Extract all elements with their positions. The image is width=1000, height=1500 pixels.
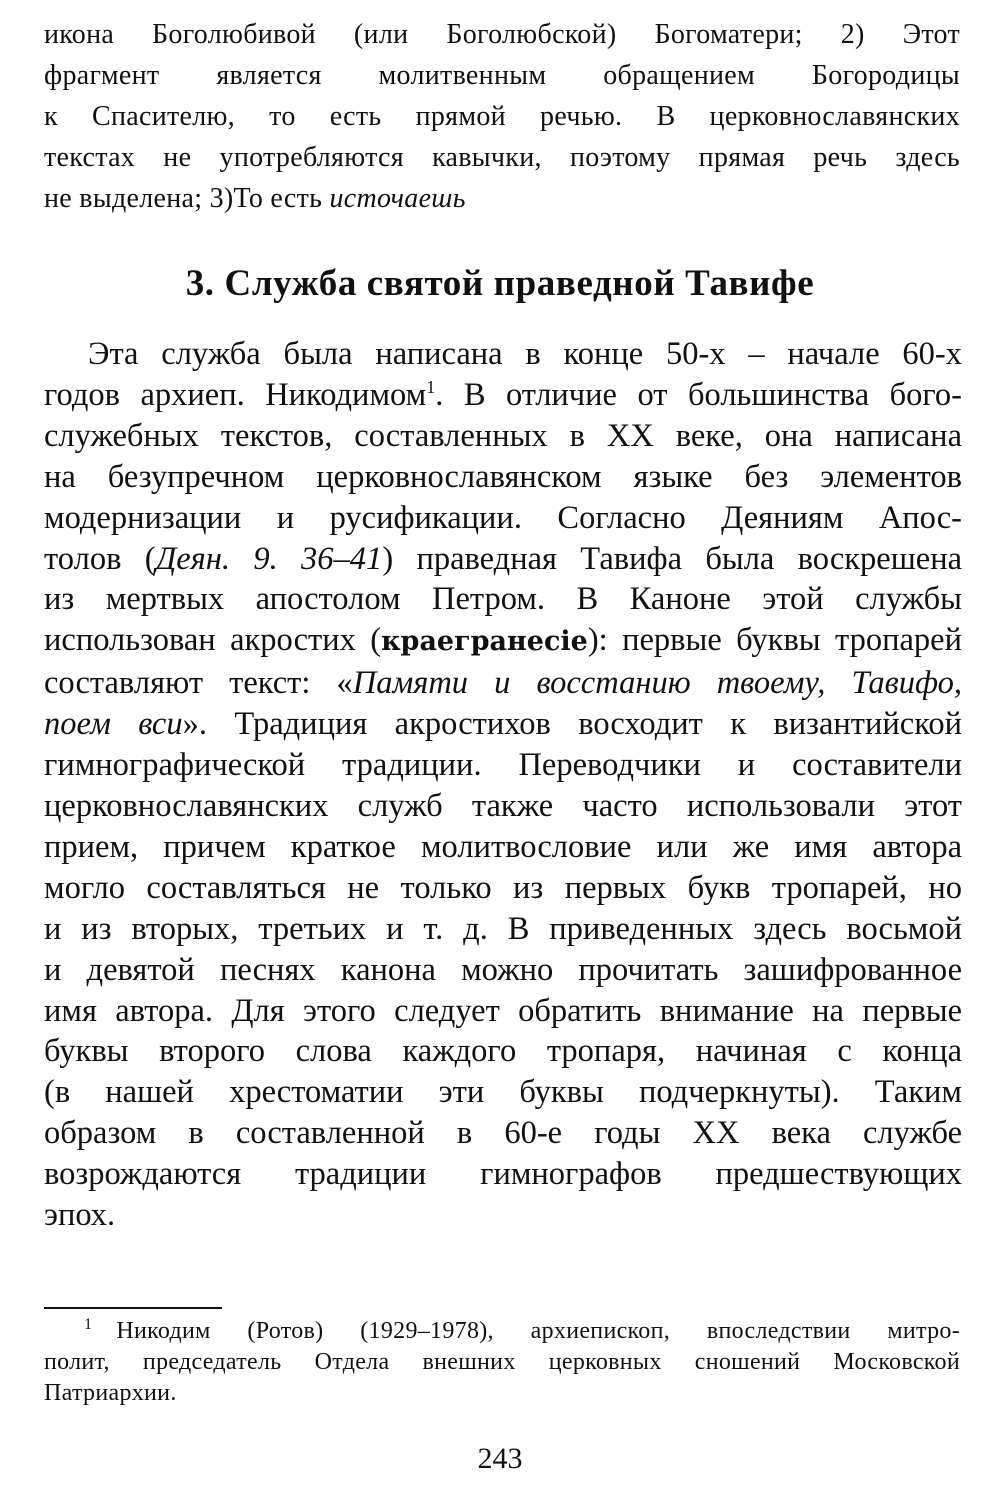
text-run: Никодим (Ротов) (1929–1978), архиепископ, впоследствии митро- [116, 1318, 960, 1344]
text-line: текстах не употребляются кавычки, поэтому прямая речь здесь [44, 142, 960, 173]
continued-paragraph [44, 14, 960, 219]
text-line: гимнографической традиции. Переводчики и составители [44, 747, 962, 784]
text-line: имя автора. Для этого следует обратить внимание на первые [44, 992, 962, 1029]
text-line: к Спасителю, то есть прямой речью. В церковнославянских [44, 101, 960, 132]
text-line: Эта служба была написана в конце 50-х – начале 60-х [88, 336, 962, 372]
text-run: ». Традиция акростихов восходит к византийской [182, 706, 962, 743]
body-paragraph [44, 334, 962, 1236]
text-line [44, 375, 962, 416]
footnote-mark: 1 [84, 1316, 93, 1333]
text-line: фрагмент является молитвенным обращением Богородицы [44, 60, 960, 91]
text-line: эпох. [44, 1197, 116, 1234]
text-line: полит, председатель Отдела внешних церковных сношений Московской [44, 1349, 960, 1375]
church-slavonic-term: краегранесіе [381, 626, 588, 658]
text-line: и девятой песнях канона можно прочитать зашифрованное [44, 951, 962, 988]
text-line: церковнославянских служб также часто использовали этот [44, 787, 962, 824]
text-line: (в нашей хрестоматии эти буквы подчеркнуты). Таким [44, 1074, 962, 1111]
text-line: могло составляться не только из первых букв тропарей, но [44, 869, 962, 906]
text-line: из мертвых апостолом Петром. В Каноне этой службы [44, 581, 962, 618]
text-line [44, 539, 962, 580]
text-line [44, 1316, 960, 1347]
text-line [44, 620, 962, 663]
text-line: на безупречном церковнославянском языке без элементов [44, 458, 962, 495]
text-line: буквы второго слова каждого тропаря, начиная с конца [44, 1033, 962, 1070]
page-number: 243 [477, 1442, 523, 1475]
text-line: и из вторых, третьих и т. д. В приведенных здесь восьмой [44, 910, 962, 947]
text-run: ) праведная Тавифа была воскрешена [382, 540, 963, 577]
section-heading: 3. Служба святой праведной Тавифе [185, 263, 815, 304]
text-line: модернизации и русификации. Согласно Деяниям Апос- [44, 499, 962, 536]
text-line [44, 178, 960, 219]
text-run: . В отличие от большинства бого- [435, 376, 962, 413]
text-line: Патриархии. [44, 1380, 177, 1406]
footnote-separator [44, 1307, 222, 1309]
footnote [44, 1316, 960, 1409]
text-run: использован акростих ( [44, 622, 382, 659]
text-line: служебных текстов, составленных в XX веке, она написана [44, 417, 962, 454]
text-line [44, 704, 962, 745]
footnote-reference: 1 [426, 377, 436, 398]
text-run: составляют текст: « [44, 665, 353, 702]
text-line: прием, причем краткое молитвословие или же имя автора [44, 828, 962, 865]
text-line: образом в составленной в 60-е годы XX века службе [44, 1115, 962, 1152]
text-run: годов архиеп. Никодимом [44, 376, 427, 413]
text-run: ): первые буквы тропарей [587, 622, 962, 659]
text-line: возрождаются традиции гимнографов предшествующих [44, 1156, 962, 1193]
acrostic-quote: поем вси [44, 706, 183, 743]
text-line: икона Боголюбивой (или Боголюбской) Богоматери; 2) Этот [44, 19, 960, 50]
italic-word: источаешь [329, 183, 466, 214]
bible-reference: Деян. 9. 36–41 [155, 540, 383, 577]
acrostic-quote: Памяти и восстанию твоему, Тавифо, [352, 665, 962, 702]
text-run: толов ( [44, 540, 156, 577]
text-line [44, 663, 962, 704]
text-run: не выделена; 3)То есть [44, 183, 330, 214]
